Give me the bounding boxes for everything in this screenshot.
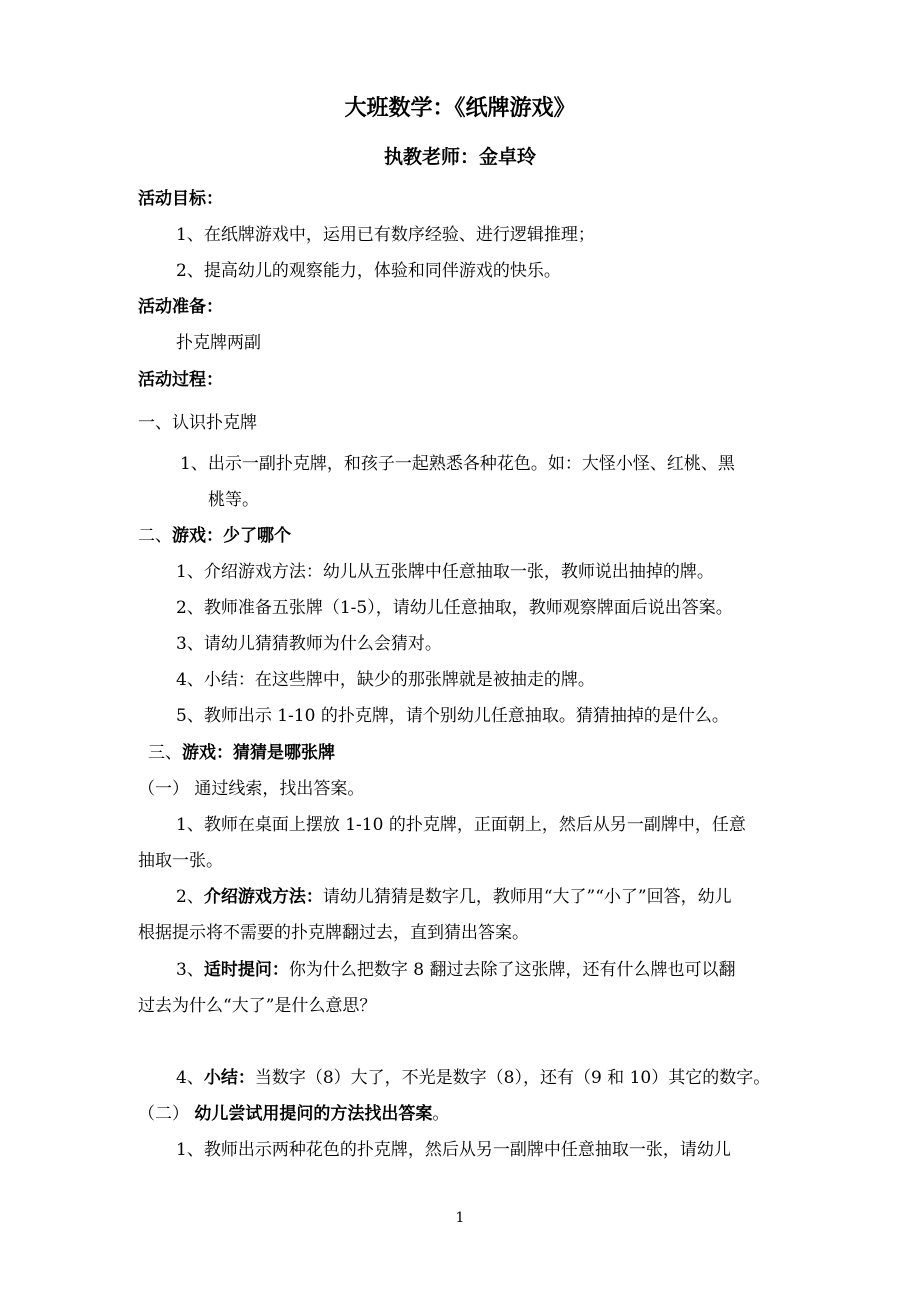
item-text: 你为什么把数字 8 翻过去除了这张牌，还有什么牌也可以翻 <box>288 960 736 980</box>
section-3a-item-2-cont: 根据提示将不需要的扑克牌翻过去，直到猜出答案。 <box>138 923 529 943</box>
section-3b-title: 幼儿尝试用提问的方法找出答案 <box>194 1104 433 1124</box>
section-2-title: 游戏：少了哪个 <box>172 526 291 546</box>
section-2-heading <box>138 526 291 546</box>
item-text: 当数字（8）大了，不光是数字（8），还有（9 和 10）其它的数字。 <box>254 1068 771 1088</box>
goals-heading: 活动目标： <box>138 189 223 209</box>
goal-item-2: 2、提高幼儿的观察能力，体验和同伴游戏的快乐。 <box>176 261 561 281</box>
prep-text: 扑克牌两副 <box>176 333 261 353</box>
section-2-prefix: 二、 <box>138 526 172 546</box>
section-3a-item-1-cont: 抽取一张。 <box>138 851 223 871</box>
teacher-line: 执教老师：金卓玲 <box>383 146 536 168</box>
section-3b-prefix: （二） <box>138 1104 195 1124</box>
page-number: 1 <box>455 1210 465 1226</box>
section-3a-heading: （一） 通过线索，找出答案。 <box>138 779 365 799</box>
section-3b-end: 。 <box>432 1104 450 1124</box>
section-3b-heading <box>138 1104 449 1124</box>
goal-item-1: 1、在纸牌游戏中，运用已有数序经验、进行逻辑推理； <box>176 225 595 245</box>
section-1-item-1-cont: 桃等。 <box>208 490 259 510</box>
section-2-item-3: 3、请幼儿猜猜教师为什么会猜对。 <box>176 634 442 654</box>
item-label: 介绍游戏方法： <box>203 887 323 907</box>
section-2-item-4: 4、小结：在这些牌中，缺少的那张牌就是被抽走的牌。 <box>176 670 595 690</box>
section-2-item-5: 5、教师出示 1-10 的扑克牌，请个别幼儿任意抽取。猜猜抽掉的是什么。 <box>176 706 729 726</box>
section-3a-item-3-cont: 过去为什么“大了”是什么意思？ <box>138 996 377 1016</box>
item-text: 请幼儿猜猜是数字几，教师用“大了”“小了”回答，幼儿 <box>322 887 732 907</box>
item-number: 3、 <box>176 960 204 980</box>
section-2-item-1: 1、介绍游戏方法：幼儿从五张牌中任意抽取一张，教师说出抽掉的牌。 <box>176 562 714 582</box>
item-label: 适时提问： <box>203 960 289 980</box>
section-1-item-1: 1、出示一副扑克牌，和孩子一起熟悉各种花色。如：大怪小怪、红桃、黑 <box>180 454 735 474</box>
document-title: 大班数学：《纸牌游戏》 <box>344 95 576 121</box>
item-number: 2、 <box>176 887 204 907</box>
section-3-heading <box>148 743 335 763</box>
section-3a-item-4 <box>176 1068 770 1088</box>
section-2-item-2: 2、教师准备五张牌（1-5），请幼儿任意抽取，教师观察牌面后说出答案。 <box>176 598 733 618</box>
section-3a-item-2 <box>176 887 732 907</box>
section-1-heading: 一、认识扑克牌 <box>138 413 257 433</box>
item-label: 小结： <box>203 1068 255 1088</box>
item-number: 4、 <box>176 1068 204 1088</box>
section-3b-item-1: 1、教师出示两种花色的扑克牌，然后从另一副牌中任意抽取一张，请幼儿 <box>176 1140 731 1160</box>
section-3-title: 游戏：猜猜是哪张牌 <box>182 743 335 763</box>
prep-heading: 活动准备： <box>138 297 223 317</box>
section-3a-item-1: 1、教师在桌面上摆放 1-10 的扑克牌，正面朝上，然后从另一副牌中，任意 <box>176 815 746 835</box>
section-3-prefix: 三、 <box>148 743 182 763</box>
section-3a-item-3 <box>176 960 735 980</box>
process-heading: 活动过程： <box>138 370 223 390</box>
